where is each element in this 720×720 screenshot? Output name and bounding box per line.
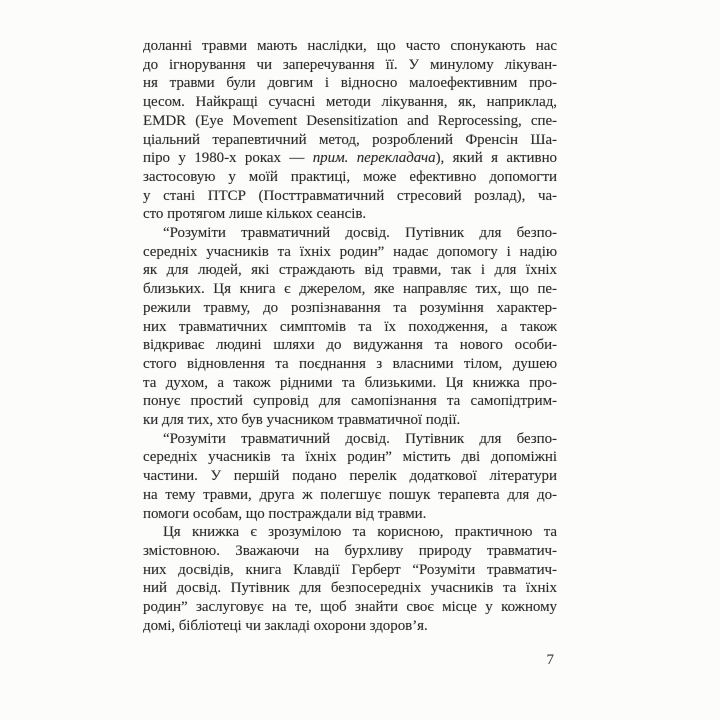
paragraph bbox=[143, 37, 557, 224]
text-line: них травматичних симптомів та їх походження, а також bbox=[143, 318, 557, 335]
text-line: ний досвід. Путівник для безпосередніх учасників та їхніх bbox=[143, 580, 557, 597]
text-line: відкриває людині шляхи до видужання та нового особи- bbox=[143, 337, 557, 354]
text-line: понує простий супровід для самопізнання та самопідтрим- bbox=[143, 393, 557, 410]
text-line: у стані ПТСР (Посттравматичний стресовий розлад), ча- bbox=[143, 187, 557, 204]
text-line: як для людей, які страждають від травми, так і для їхніх bbox=[143, 262, 557, 279]
text-line: доланні травми мають наслідки, що часто спонукають нас bbox=[143, 38, 557, 54]
text-line: режили травму, до розпізнавання та розуміння характер- bbox=[143, 299, 557, 316]
text-line: застосовую у моїй практиці, може ефективно допомогти bbox=[143, 168, 557, 185]
page-number: 7 bbox=[546, 652, 554, 668]
text-line: середніх учасників та їхніх родин” надає допомогу і надію bbox=[143, 243, 557, 260]
text-line: та духом, а також рідними та близькими. Ця книжка про- bbox=[143, 374, 557, 391]
text-line: EMDR (Eye Movement Desensitization and Reprocessing, спе- bbox=[143, 112, 557, 129]
text-line: цесом. Найкращі сучасні методи лікування, як, наприклад, bbox=[143, 94, 557, 111]
text-line: стого відновлення та поєднання з власними тілом, душею bbox=[143, 355, 557, 372]
paragraph bbox=[143, 224, 557, 430]
text-line: “Розуміти травматичний досвід. Путівник для безпо- bbox=[163, 430, 557, 447]
paragraph bbox=[143, 430, 557, 524]
text-line: ня травми були довгим і відносно малоефективним про- bbox=[143, 75, 557, 92]
text-line: частини. У першій подано перелік додаткової літератури bbox=[143, 468, 557, 485]
text-line: на тему травми, друга ж полегшує пошук терапевта для до- bbox=[143, 486, 557, 503]
text-line: середніх учасників та їхніх родин” містить дві допоміжні bbox=[143, 449, 557, 466]
italic-translator-note: прим. перекладача bbox=[312, 150, 436, 167]
text-block bbox=[143, 37, 557, 636]
text-line: родин” заслуговує на те, щоб знайти своє місце у кожному bbox=[143, 599, 557, 616]
text-line: близьких. Ця книга є джерелом, яке направляє тих, що пе- bbox=[143, 281, 557, 298]
text-line: ки для тих, хто був учасником травматичної події. bbox=[143, 412, 461, 429]
text-segment: піро у 1980-х роках — bbox=[143, 150, 313, 167]
text-line: змістовною. Зважаючи на бурхливу природу травматич- bbox=[143, 542, 557, 559]
text-line: до ігнорування чи заперечування її. У минулому лікуван- bbox=[143, 56, 557, 73]
text-line: Ця книжка є зрозумілою та корисною, практичною та bbox=[163, 524, 557, 541]
text-line bbox=[143, 149, 557, 168]
paragraph bbox=[143, 523, 557, 635]
text-line: “Розуміти травматичний досвід. Путівник для безпо- bbox=[163, 225, 557, 242]
text-line: помоги особам, що постраждали від травми. bbox=[143, 505, 427, 522]
text-line: домі, бібліотеці чи закладі охорони здоров’я. bbox=[143, 617, 428, 634]
text-segment: ), який я активно bbox=[435, 150, 557, 167]
text-line: ціальний терапевтичний метод, розроблений Френсін Ша- bbox=[143, 131, 557, 148]
text-line: сто протягом лише кількох сеансів. bbox=[143, 206, 367, 223]
text-line: них досвідів, книга Клавдії Герберт “Розуміти травматич- bbox=[143, 561, 557, 578]
